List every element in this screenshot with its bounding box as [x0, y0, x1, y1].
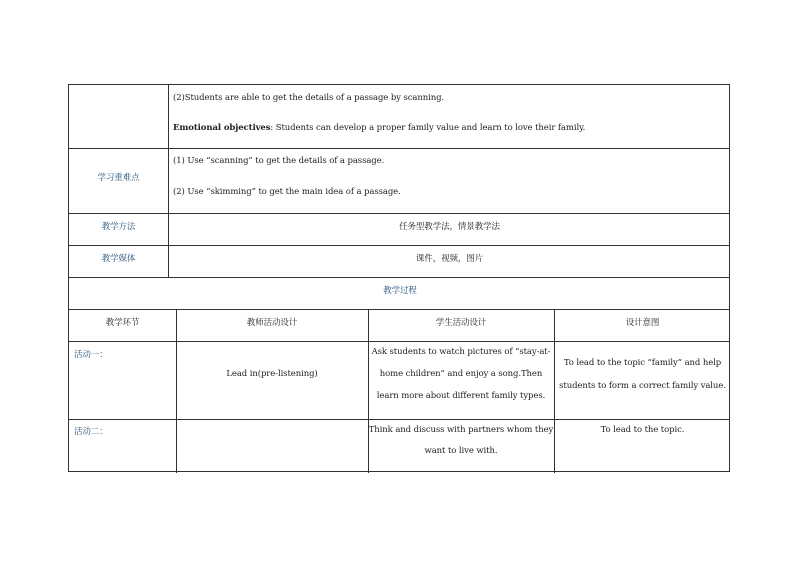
skill-objective-text: (2)Students are able to get the details of a passage by scanning.	[173, 93, 445, 103]
key-point-1: (1) Use “scanning” to get the details of a passage.	[173, 156, 385, 166]
activity-2-student-line-2: want to live with.	[424, 446, 498, 456]
activity-1-intent-line-2: students to form a correct family value.	[559, 381, 726, 391]
activity-1-student-line-3: learn more about different family types.	[376, 391, 546, 401]
column-divider	[168, 85, 169, 277]
activity-1-student-line-2: home children” and enjoy a song.Then	[379, 369, 543, 379]
process-title: 教学过程	[383, 286, 417, 296]
activity-2-stage: 活动二：	[74, 427, 108, 437]
row-divider	[69, 309, 729, 310]
media-label: 教学媒体	[101, 254, 136, 264]
row-divider	[69, 277, 729, 278]
emotional-objective-label: Emotional objectives	[173, 123, 271, 133]
column-divider	[176, 309, 177, 473]
method-value: 任务型教学法，情景教学法	[399, 222, 500, 232]
emotional-objective	[173, 123, 585, 133]
header-student: 学生活动设计	[435, 318, 487, 328]
activity-2-intent-line-1: To lead to the topic.	[600, 425, 685, 435]
key-points-label: 学习重难点	[97, 173, 140, 183]
emotional-objective-text: : Students can develop a proper family value and learn to love their family.	[270, 123, 586, 133]
row-divider	[69, 419, 729, 420]
header-teacher: 教师活动设计	[246, 318, 298, 328]
activity-1-student-line-1: Ask students to watch pictures of “stay-at-	[371, 347, 551, 357]
activity-1-intent-line-1: To lead to the topic “family” and help	[563, 358, 722, 368]
activity-1-teacher: Lead in(pre-listening)	[226, 369, 318, 379]
activity-1-stage: 活动一：	[74, 350, 108, 360]
method-label: 教学方法	[101, 222, 136, 232]
row-divider	[69, 341, 729, 342]
header-intent: 设计意图	[625, 318, 660, 328]
column-divider	[554, 309, 555, 473]
header-stage: 教学环节	[105, 318, 140, 328]
activity-2-student-line-1: Think and discuss with partners whom they	[368, 425, 554, 435]
lesson-plan-table	[68, 84, 730, 472]
media-value: 课件，视频，图片	[415, 254, 484, 264]
key-point-2: (2) Use “skimming” to get the main idea of a passage.	[173, 187, 401, 197]
